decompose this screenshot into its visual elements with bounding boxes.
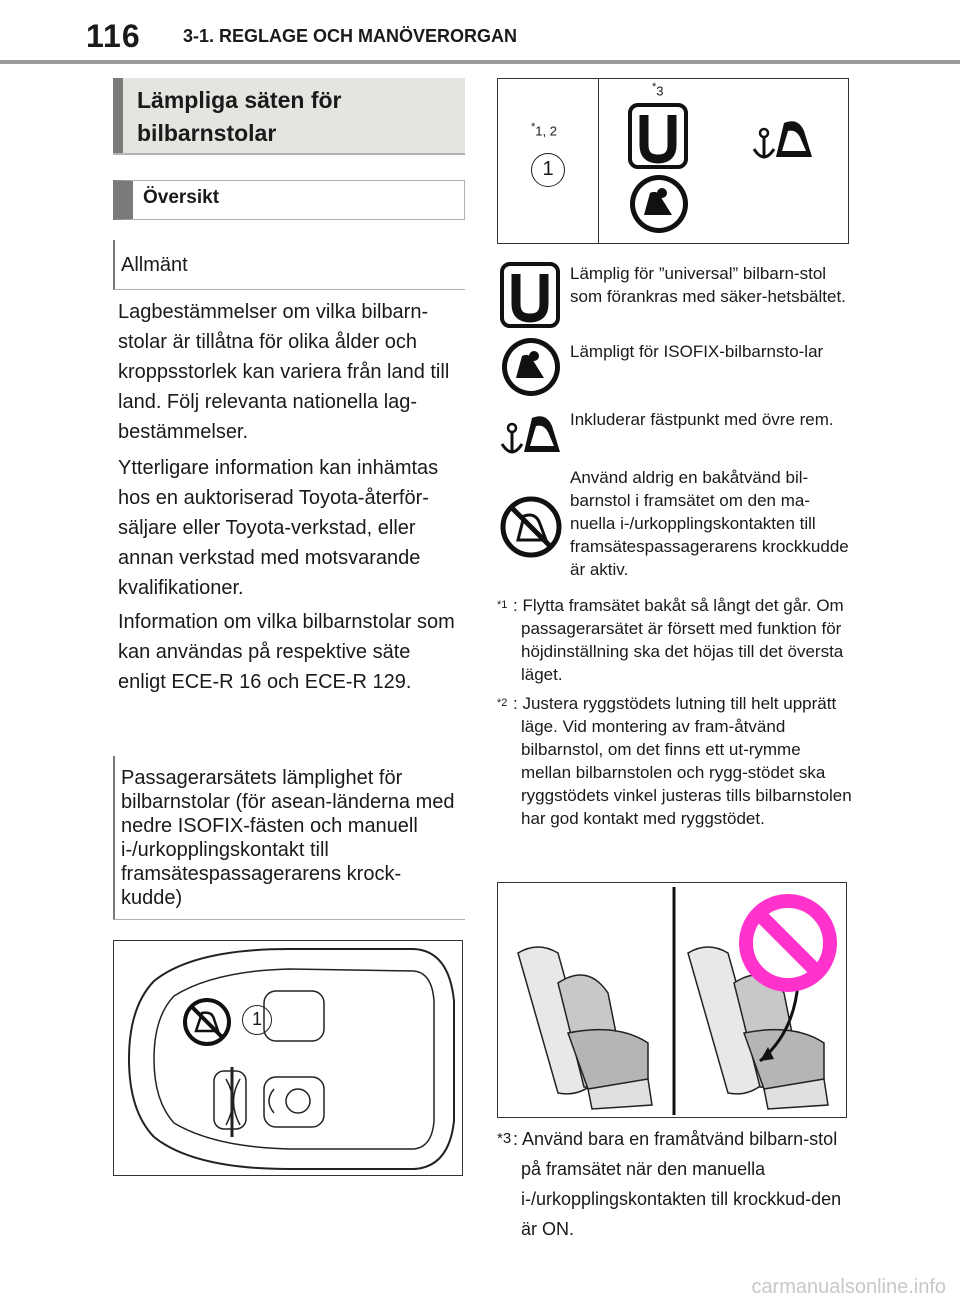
footnote-3-text: : Använd bara en framåtvänd bilbarn-stol på framsätet när den manuella i-/urkopplingskontakten till krockkud-den är ON.	[513, 1129, 842, 1239]
sub-heading-text: Översikt	[143, 187, 220, 208]
table-left-note: *1, 2	[531, 121, 557, 139]
top-tether-anchor-icon	[750, 111, 820, 170]
table-divider	[598, 79, 599, 243]
sub-heading	[113, 180, 465, 220]
car-top-view-figure	[113, 940, 463, 1176]
topic-heading	[113, 240, 465, 290]
topic-heading-text: Allmänt	[121, 254, 188, 276]
correct-seat-illustration	[518, 947, 652, 1109]
header-rule	[0, 60, 960, 64]
legend-text-universal: Lämplig för ”universal” bilbarn-stol som förankras med säker-hetsbältet.	[570, 264, 846, 306]
suitability-heading	[113, 756, 465, 920]
page-number: 116	[86, 18, 141, 54]
footnote-3-number: 3	[502, 1130, 512, 1147]
table-right-note: *3	[652, 81, 664, 99]
legend-text-no-rear-facing: Använd aldrig en bakåtvänd bil-barnstol i framsätet om den ma-nuella i-/urkopplingskontakten till framsätespassagerarens krockkudde är aktiv.	[570, 468, 849, 579]
footnote-2-mark: *2	[497, 697, 508, 709]
legend-no-rear-facing-icon	[500, 496, 562, 563]
watermark: carmanualsonline.info	[751, 1276, 946, 1298]
no-rear-facing-icon	[182, 997, 232, 1047]
legend-text-isofix: Lämpligt för ISOFIX-bilbarnsto-lar	[570, 342, 824, 361]
footnote-2-number: 2	[501, 697, 508, 709]
footnote-2-text: : Justera ryggstödets lutning till helt upprätt läge. Vid montering av fram-åtvänd bilbarnstol, om det finns ett ut-rymme mellan bilbarnstolen och rygg-stödet ska ryggstödets vinkel justeras tills bilbarnstolen har god kontakt med ryggstödet.	[513, 694, 852, 828]
main-heading	[113, 78, 465, 153]
seat-angle-figure	[497, 882, 847, 1118]
footnote-3	[497, 1124, 847, 1244]
paragraph-3: Information om vilka bilbarnstolar som kan användas på respektive säte enligt ECE-R 16 och ECE-R 129.	[118, 611, 455, 693]
main-heading-rule	[113, 153, 465, 155]
prohibition-icon	[738, 893, 838, 993]
right-note-text: 3	[656, 83, 664, 99]
paragraph-1: Lagbestämmelser om vilka bilbarn-stolar är tillåtna för olika ålder och kroppsstorlek kan variera från land till land. Följ relevanta nationella lag-bestämmelser.	[118, 301, 450, 443]
legend-text-tether: Inkluderar fästpunkt med övre rem.	[570, 410, 834, 429]
legend-isofix-seat-icon	[500, 336, 562, 403]
seat-suitability-table	[497, 78, 849, 244]
footnote-1-number: 1	[501, 599, 508, 611]
table-seat-number-badge	[531, 153, 565, 187]
left-note-text: 1, 2	[535, 123, 557, 139]
footnote-1	[497, 594, 852, 686]
legend-top-tether-anchor-icon	[498, 406, 568, 465]
table-seat-number: 1	[542, 158, 554, 180]
footnote-2	[497, 692, 852, 830]
section-title: 3-1. REGLAGE OCH MANÖVERORGAN	[183, 26, 518, 46]
main-heading-text: Lämpliga säten för bilbarnstolar	[137, 87, 342, 146]
legend-universal-u-icon	[500, 262, 560, 333]
paragraph-2: Ytterligare information kan inhämtas hos en auktoriserad Toyota-återför-säljare eller Toyota-verkstad, eller annan verkstad med motsvarande kvalifikationer.	[118, 457, 439, 599]
footnote-3-mark: *3	[497, 1130, 512, 1147]
footnote-1-text: : Flytta framsätet bakåt så långt det går. Om passagerarsätet är försett med funktion för höjdinställning ska det höjas till det översta läget.	[513, 596, 844, 684]
isofix-seat-icon	[628, 173, 690, 240]
car-outline-illustration	[114, 941, 464, 1177]
universal-u-icon	[628, 103, 688, 174]
suitability-heading-text: Passagerarsätets lämplighet för bilbarnstolar (för asean-länderna med nedre ISOFIX-fästen och manuell i-/urkopplingskontakt till framsätespassagerarens krock-kudde)	[121, 767, 455, 909]
footnote-1-mark: *1	[497, 599, 508, 611]
seat-number: 1	[251, 1009, 262, 1029]
seat-number-badge	[242, 1005, 272, 1035]
